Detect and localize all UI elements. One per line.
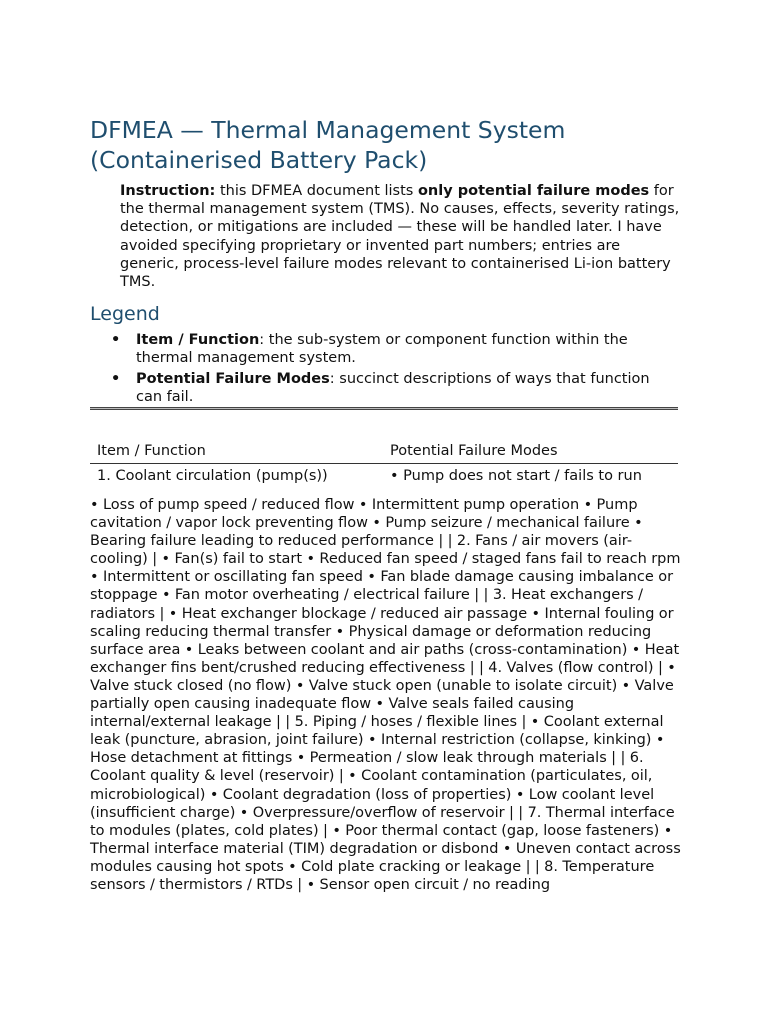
column-header-item-function: Item / Function xyxy=(90,439,383,464)
bullet-icon: • xyxy=(111,371,121,387)
table-cell-item: 1. Coolant circulation (pump(s)) xyxy=(97,468,328,484)
legend-list xyxy=(90,331,680,409)
document-title: DFMEA — Thermal Management System (Containerised Battery Pack) xyxy=(90,116,566,174)
legend-term: Item / Function xyxy=(136,332,260,348)
instruction-text-2: for the thermal management system (TMS). No causes, effects, severity ratings, detection, or mitigations are included — these will be handled later. I have avoided specifying proprietary or invented part numbers; entries are generic, process-level failure modes relevant to containerised Li-ion battery TMS. xyxy=(120,183,680,291)
instruction-emphasis: only potential failure modes xyxy=(417,183,650,199)
horizontal-rule xyxy=(90,407,678,410)
column-header-failure-modes: Potential Failure Modes xyxy=(383,439,678,464)
legend-description: : succinct descriptions of ways that function can fail. xyxy=(136,371,650,405)
legend-term: Potential Failure Modes xyxy=(136,371,330,387)
failure-modes-table xyxy=(90,439,678,488)
instruction-paragraph xyxy=(120,182,680,291)
instruction-text-1: this DFMEA document lists xyxy=(215,183,418,199)
table-header-row xyxy=(90,439,678,464)
table-row xyxy=(90,464,678,489)
unformatted-table-text: • Loss of pump speed / reduced flow • Intermittent pump operation • Pump cavitation / vapor lock preventing flow • Pump seizure / mechanical failure • Bearing failure leading to reduced performance | | 2. Fans / air movers (air-cooling) | • Fan(s) fail to start • Reduced fan speed / staged fans fail to reach rpm • Intermittent or oscillating fan speed • Fan blade damage causing imbalance or stoppage • Fan motor overheating / electrical failure | | 3. Heat exchangers / radiators | • Heat exchanger blockage / reduced air passage • Internal fouling or scaling reducing thermal transfer • Physical damage or deformation reducing surface area • Leaks between coolant and air paths (cross-contamination) • Heat exchanger fins bent/crushed reducing effectiveness | | 4. Valves (flow control) | • Valve stuck closed (no flow) • Valve stuck open (unable to isolate circuit) • Valve partially open causing inadequate flow • Valve seals failed causing internal/external leakage | | 5. Piping / hoses / flexible lines | • Coolant external leak (puncture, abrasion, joint failure) • Internal restriction (collapse, kinking) • Hose detachment at fittings • Permeation / slow leak through materials | | 6. Coolant quality & level (reservoir) | • Coolant contamination (particulates, oil, microbiological) • Coolant degradation (loss of properties) • Low coolant level (insufficient charge) • Overpressure/overflow of reservoir | | 7. Thermal interface to modules (plates, cold plates) | • Poor thermal contact (gap, loose fasteners) • Thermal interface material (TIM) degradation or disbond • Uneven contact across modules causing hot spots • Cold plate cracking or leakage | | 8. Temperature sensors / thermistors / RTDs | • Sensor open circuit / no reading xyxy=(90,497,681,893)
bullet-icon: • xyxy=(111,332,121,348)
instruction-label: Instruction: xyxy=(120,183,216,199)
legend-description: : the sub-system or component function within the thermal management system. xyxy=(136,332,628,366)
legend-item xyxy=(90,331,680,367)
legend-heading: Legend xyxy=(90,303,160,325)
table-cell-failure-mode: • Pump does not start / fails to run xyxy=(390,468,642,484)
legend-item xyxy=(90,370,680,406)
